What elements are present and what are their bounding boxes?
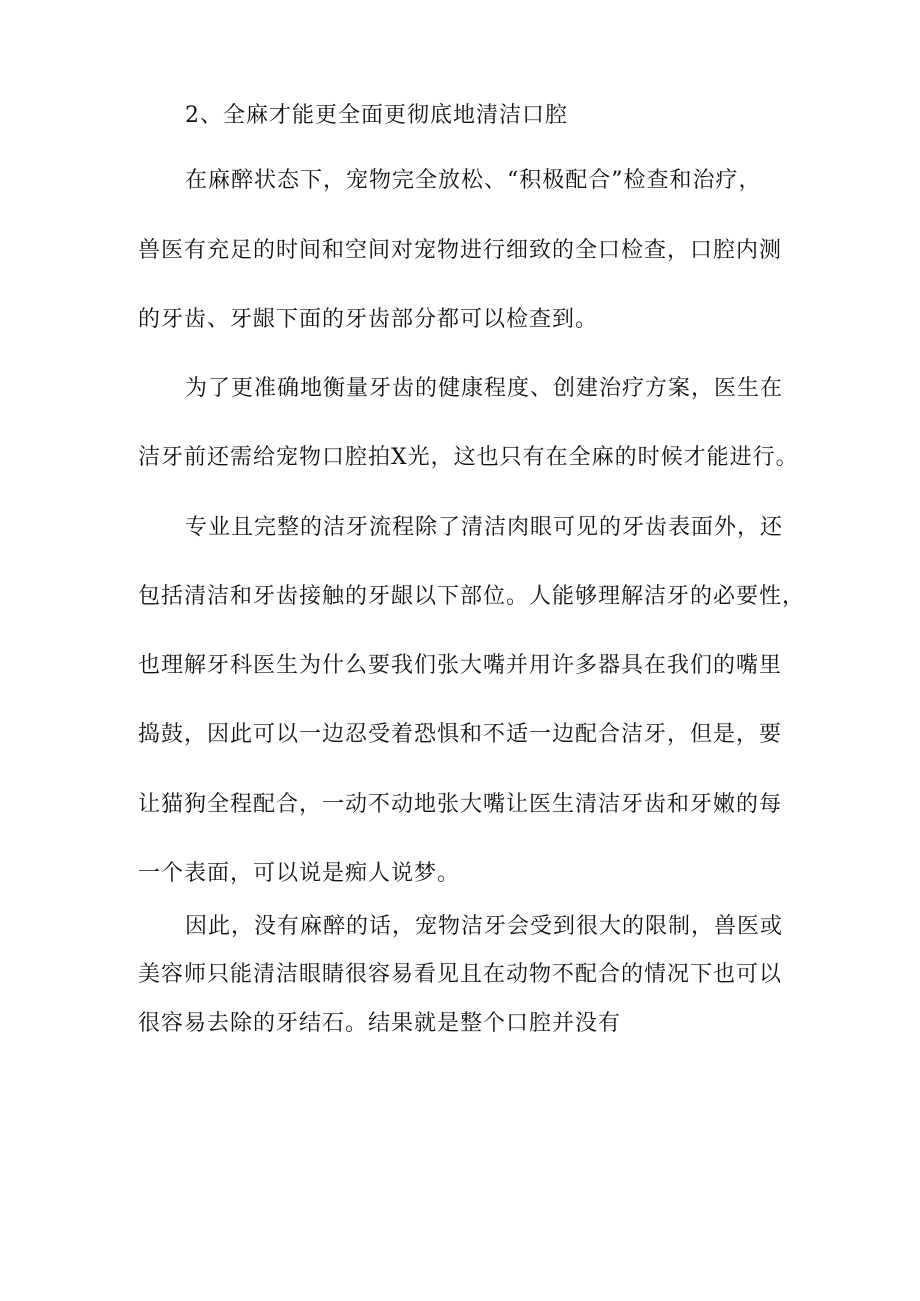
paragraph-line: 让猫狗全程配合，一动不动地张大嘴让医生清洁牙齿和牙嫩的每 <box>138 792 783 817</box>
paragraph-line: 专业且完整的洁牙流程除了清洁肉眼可见的牙齿表面外，还 <box>185 515 784 540</box>
paragraph-line: 的牙齿、牙龈下面的牙齿部分都可以检查到。 <box>138 307 599 332</box>
paragraph-line: 美容师只能清洁眼睛很容易看见且在动物不配合的情况下也可以 <box>138 962 783 987</box>
paragraph-line: 洁牙前还需给宠物口腔拍X光，这也只有在全麻的时候才能进行。 <box>138 445 799 470</box>
paragraph-line: 包括清洁和牙齿接触的牙龈以下部位。人能够理解洁牙的必要性， <box>138 584 806 609</box>
paragraph-line: 一个表面，可以说是痴人说梦。 <box>138 861 461 886</box>
paragraph-line: 因此，没有麻醉的话，宠物洁牙会受到很大的限制，兽医或 <box>185 914 784 939</box>
paragraph-line: 很容易去除的牙结石。结果就是整个口腔并没有 <box>138 1011 622 1036</box>
paragraph-line: 为了更准确地衡量牙齿的健康程度、创建治疗方案，医生在 <box>185 376 784 401</box>
paragraph-line: 也理解牙科医生为什么要我们张大嘴并用许多器具在我们的嘴里 <box>138 653 783 678</box>
paragraph-line: 捣鼓，因此可以一边忍受着恐惧和不适一边配合洁牙，但是，要 <box>138 722 783 747</box>
section-heading: 2、全麻才能更全面更彻底地清洁口腔 <box>185 103 568 128</box>
paragraph-line: 在麻醉状态下，宠物完全放松、“积极配合”检查和治疗， <box>185 168 762 193</box>
paragraph-line: 兽医有充足的时间和空间对宠物进行细致的全口检查，口腔内测 <box>138 238 783 263</box>
